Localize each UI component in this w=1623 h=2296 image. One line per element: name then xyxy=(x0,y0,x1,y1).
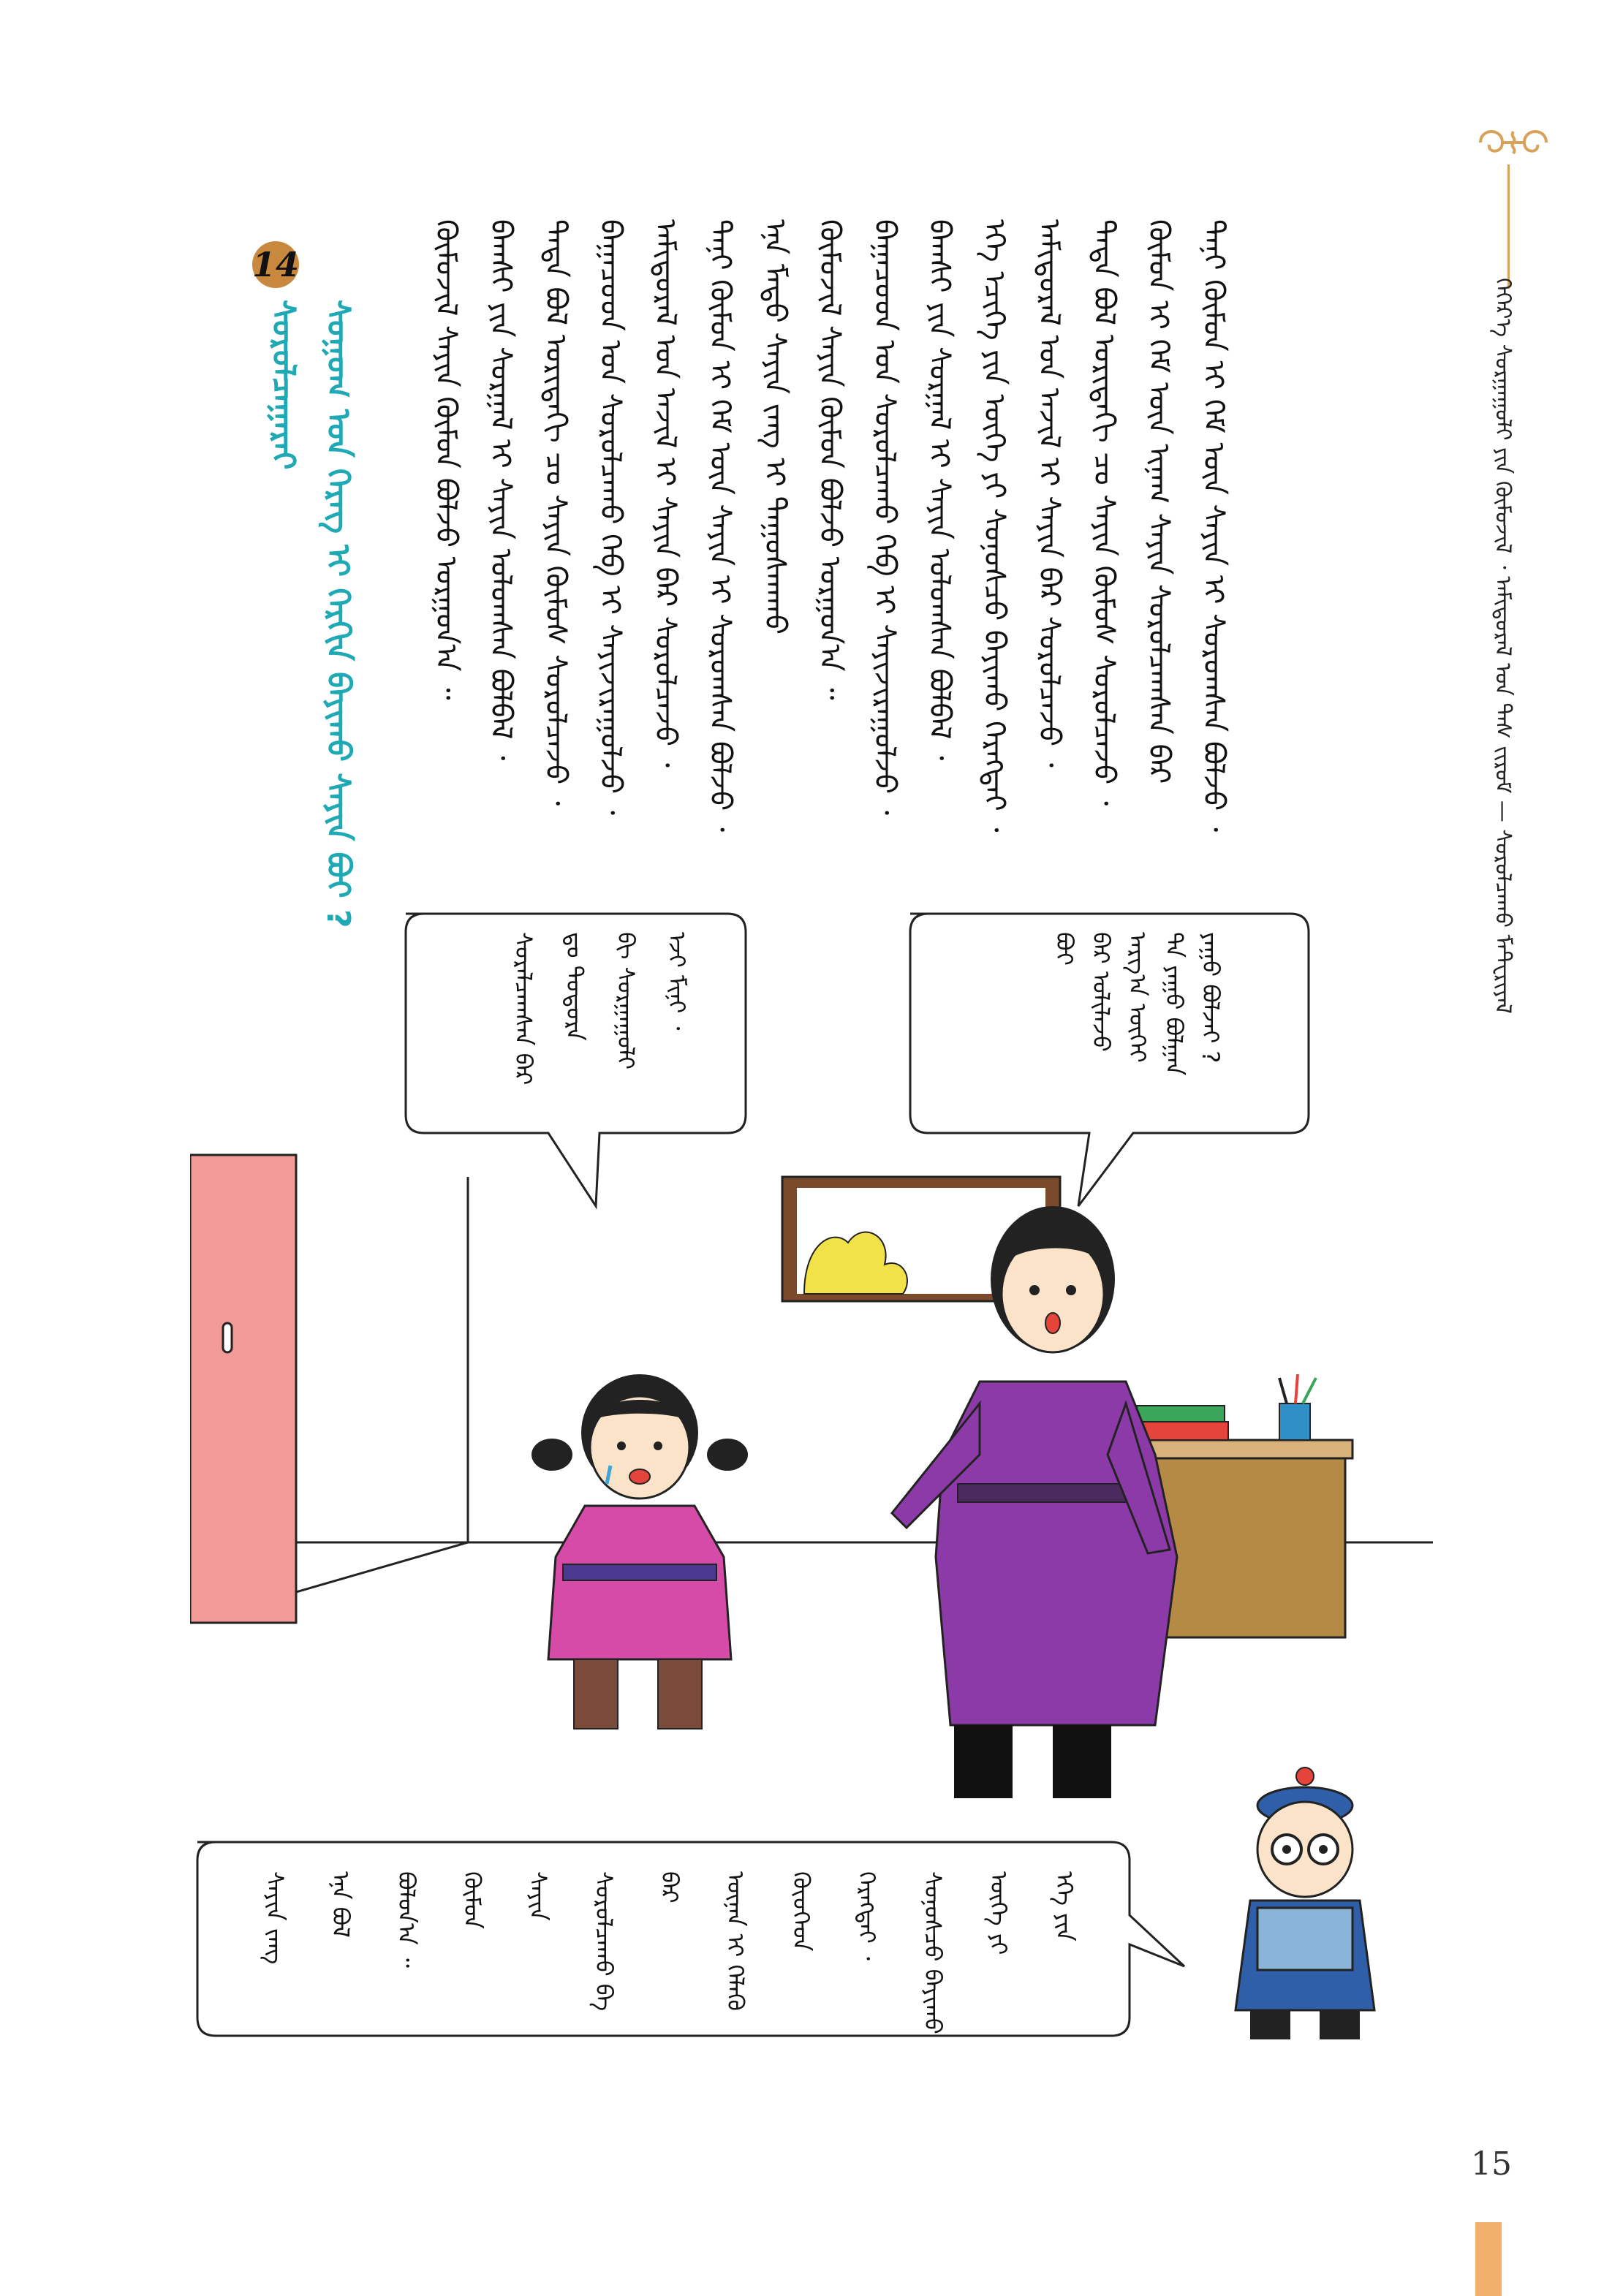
question-line-2: ᠰᠤᠷᠤᠯᠴᠠᠭᠠᠷᠠᠢ xyxy=(265,300,302,470)
boy-bubble-line: ᠰᠠᠶᠢᠨ xyxy=(524,1871,552,1921)
mother-bubble-line: ᠲᠠ ᠶᠠᠭᠤ ᠪᠣᠯᠭᠠᠨ xyxy=(1160,932,1188,1076)
body-line: ᠬᠦᠮᠦᠨ ᠢ ᠬᠡᠮ ᠦᠨ ᠢᠨᠠᠭ ᠰᠠᠶᠢᠨ ᠰᠤᠷᠤᠯᠴᠠᠭᠰᠠᠨ ᠪᠡᠷ xyxy=(1142,219,1176,784)
girl-bubble-line: ᠡᠵᠢ ᠮᠢᠨᠢ ᠂ xyxy=(663,932,691,1031)
body-line: ᠠᠮᠢᠳᠤᠷᠠᠯ ᠤᠨ ᠠᠵᠢᠯ ᠢ ᠰᠠᠶᠢᠨ ᠪᠡᠷ ᠰᠤᠷᠤᠯᠴᠠᠵᠤ ᠂ xyxy=(1032,219,1066,768)
mother-bubble-line: ᠠᠷᠭ᠎ᠠ ᠦᠭᠡᠢ xyxy=(1124,932,1151,1063)
boy-bubble-line: ᠬᠦᠦᠬᠡᠳ xyxy=(787,1871,815,1952)
mother-bubble-line: ᠪᠠᠷ ᠤᠯᠢᠯᠠᠵᠤ xyxy=(1087,932,1115,1052)
page-number: 15 xyxy=(1471,2145,1512,2183)
body-line: ᠪᠠᠭᠠᠴᠤᠳ ᠤᠨ ᠰᠤᠷᠤᠯᠴᠠᠬᠤ ᠬᠡᠪ ᠢ ᠰᠠᠶᠢᠵᠢᠷᠠᠭᠤᠯᠵᠤ ᠂ xyxy=(594,219,627,816)
mother-bubble-line: ᠪᠤᠢ xyxy=(1051,932,1078,966)
boy-bubble-line: ᠰᠣᠨᠤᠰᠴᠤ ᠪᠠᠶᠢᠬᠤ xyxy=(919,1871,947,2034)
body-line: ᠲᠠᠨᠢ ᠬᠦᠮᠦᠨ ᠢ ᠬᠡᠮ ᠦᠨ ᠰᠠᠶᠢᠨ ᠢ ᠰᠤᠷᠤᠭᠰᠠᠨ ᠪᠤᠯᠵᠤ ᠂ xyxy=(1197,219,1230,833)
boy-bubble-line: ᠬᠦᠮᠦᠨ xyxy=(458,1871,486,1929)
body-line: ᠲᠡᠳᠡ ᠪᠤᠯ ᠤᠷᠢᠳᠠᠬᠢ ᠴᠤ ᠰᠠᠶᠢᠨ ᠬᠦᠮᠦᠰ ᠰᠤᠷᠤᠯᠴᠠᠵᠤ ᠂ xyxy=(539,219,572,806)
body-line: ᠬᠦᠮᠦᠵᠢᠯ ᠰᠠᠶᠢᠨ ᠬᠦᠮᠦᠨ ᠪᠤᠯᠵᠤ ᠤᠷᠭᠤᠨ᠎ᠠ ᠃ xyxy=(429,219,463,700)
header-rule xyxy=(1507,164,1510,289)
boy-bubble-line: ᠪᠣᠯᠤᠨ᠎ᠠ ᠃ xyxy=(393,1871,420,1968)
girl-bubble-line: ᠳᠤ ᠳᠣᠲᠤᠷᠠ xyxy=(561,932,589,1041)
boy-bubble-line: ᠡᠨᠡ ᠪᠣᠯ xyxy=(327,1871,355,1938)
body-line: ᠲᠠᠨᠢ ᠬᠦᠮᠦᠨ ᠢ ᠬᠡᠮ ᠦᠨ ᠰᠠᠶᠢᠨ ᠢ ᠰᠤᠷᠤᠭᠰᠠᠨ ᠪᠤᠯᠵᠤ ᠂ xyxy=(703,219,737,833)
body-line: ᠪᠠᠭᠰᠢ ᠶᠢᠨ ᠰᠤᠷᠭᠠᠯ ᠢ ᠰᠠᠶᠢᠨ ᠤᠯᠤᠭᠰᠠᠨ ᠪᠤᠯᠪᠠᠯ ᠂ xyxy=(484,219,518,761)
boy-figure xyxy=(1236,1768,1374,2039)
boy-bubble-line: ᠦᠨᠡᠨ ᠢ ᠬᠡᠯᠡᠬᠦ xyxy=(722,1871,749,2011)
body-line: ᠬᠦᠮᠦᠵᠢᠯ ᠰᠠᠶᠢᠨ ᠬᠦᠮᠦᠨ ᠪᠤᠯᠵᠤ ᠤᠷᠭᠤᠨ᠎ᠠ ᠃ xyxy=(813,219,847,700)
question-line-1: ᠰᠣᠭᠤᠭ ᠤᠨ ᠬᠡᠷᠡᠭ ᠢ ᠬᠡᠷᠬᠢᠨ ᠪᠠᠶᠢᠬᠤ ᠰᠠᠶᠢᠨ ᠪᠤᠢ ? xyxy=(319,300,357,928)
boy-bubble-line: ᠡᠬᠡ ᠶᠢᠨ xyxy=(1051,1871,1078,1941)
boy-bubble-line: ᠰᠤᠷᠤᠯᠴᠠᠬᠤ ᠪᠠ xyxy=(590,1871,618,2012)
ornament-icon xyxy=(1473,117,1554,168)
body-line: ᠠᠮᠢᠳᠤᠷᠠᠯ ᠤᠨ ᠠᠵᠢᠯ ᠢ ᠰᠠᠶᠢᠨ ᠪᠡᠷ ᠰᠤᠷᠤᠯᠴᠠᠵᠤ ᠂ xyxy=(648,219,682,768)
body-line: ᠲᠡᠳᠡ ᠪᠤᠯ ᠤᠷᠢᠳᠠᠬᠢ ᠴᠤ ᠰᠠᠶᠢᠨ ᠬᠦᠮᠦᠰ ᠰᠤᠷᠤᠯᠴᠠᠵᠤ ᠂ xyxy=(1087,219,1121,806)
boy-bubble-line: ᠰᠠᠶᠢᠨ ᠵᠠᠩ xyxy=(261,1871,289,1965)
page-tab xyxy=(1475,2222,1502,2296)
running-title: ᠬᠡᠭᠡᠷ᠎ᠡ ᠰᠤᠷᠭᠠᠭᠤᠯᠢ ᠶᠢᠨ ᠬᠦᠮᠦᠵᠢᠯ ᠂ ᠠᠮᠢᠳᠤᠷᠠᠯ ᠤᠨ ᠳᠡᠰ ᠵᠢᠷᠤᠮ — ᠰᠤᠷᠤᠯᠴᠠᠬᠤ ᠮᠠᠲ᠋ᠧᠷᠢᠶᠠᠯ xyxy=(1490,278,1516,1014)
body-line: ᠡᠨᠡ ᠮᠡᠲᠦ ᠰᠠᠶᠢᠨ ᠵᠠᠩ ᠢ ᠳᠠᠭᠤᠰᠬᠠᠬᠤ xyxy=(758,219,792,634)
question-number-badge: 14 xyxy=(252,241,299,288)
girl-bubble-line: ᠰᠤᠷᠠᠯᠴᠠᠭᠰᠠᠨ ᠪᠡᠷ xyxy=(510,932,537,1086)
body-line: ᠪᠠᠭᠠᠴᠤᠳ ᠤᠨ ᠰᠤᠷᠤᠯᠴᠠᠬᠤ ᠬᠡᠪ ᠢ ᠰᠠᠶᠢᠵᠢᠷᠠᠭᠤᠯᠵᠤ ᠂ xyxy=(868,219,901,816)
girl-bubble-line: ᠪᠢ ᠰᠤᠷᠭᠠᠭᠤᠯᠢ xyxy=(612,932,640,1070)
girl-figure xyxy=(531,1374,748,1729)
boy-bubble-line: ᠪᠡᠷ xyxy=(656,1871,684,1903)
body-line: ᠪᠠᠭᠰᠢ ᠶᠢᠨ ᠰᠤᠷᠭᠠᠯ ᠢ ᠰᠠᠶᠢᠨ ᠤᠯᠤᠭᠰᠠᠨ ᠪᠤᠯᠪᠠᠯ ᠂ xyxy=(923,219,956,761)
mother-bubble-line: ᠶᠠᠭᠤ ᠪᠣᠯᠵᠠᠢ ? xyxy=(1197,932,1225,1064)
body-line: ᠡᠬᠡ ᠡᠴᠢᠭᠡ ᠶᠢᠨ ᠦᠭᠡ ᠶᠢ ᠰᠣᠨᠤᠰᠴᠤ ᠪᠠᠶᠢᠬᠤ ᠬᠡᠷᠡᠭᠲᠡᠢ ᠂ xyxy=(977,219,1011,833)
boy-bubble-line: ᠦᠭᠡ ᠶᠢ xyxy=(985,1871,1013,1955)
boy-bubble-line: ᠬᠡᠷᠡᠭᠲᠡᠢ ᠂ xyxy=(853,1871,881,1960)
door xyxy=(190,1155,296,1623)
